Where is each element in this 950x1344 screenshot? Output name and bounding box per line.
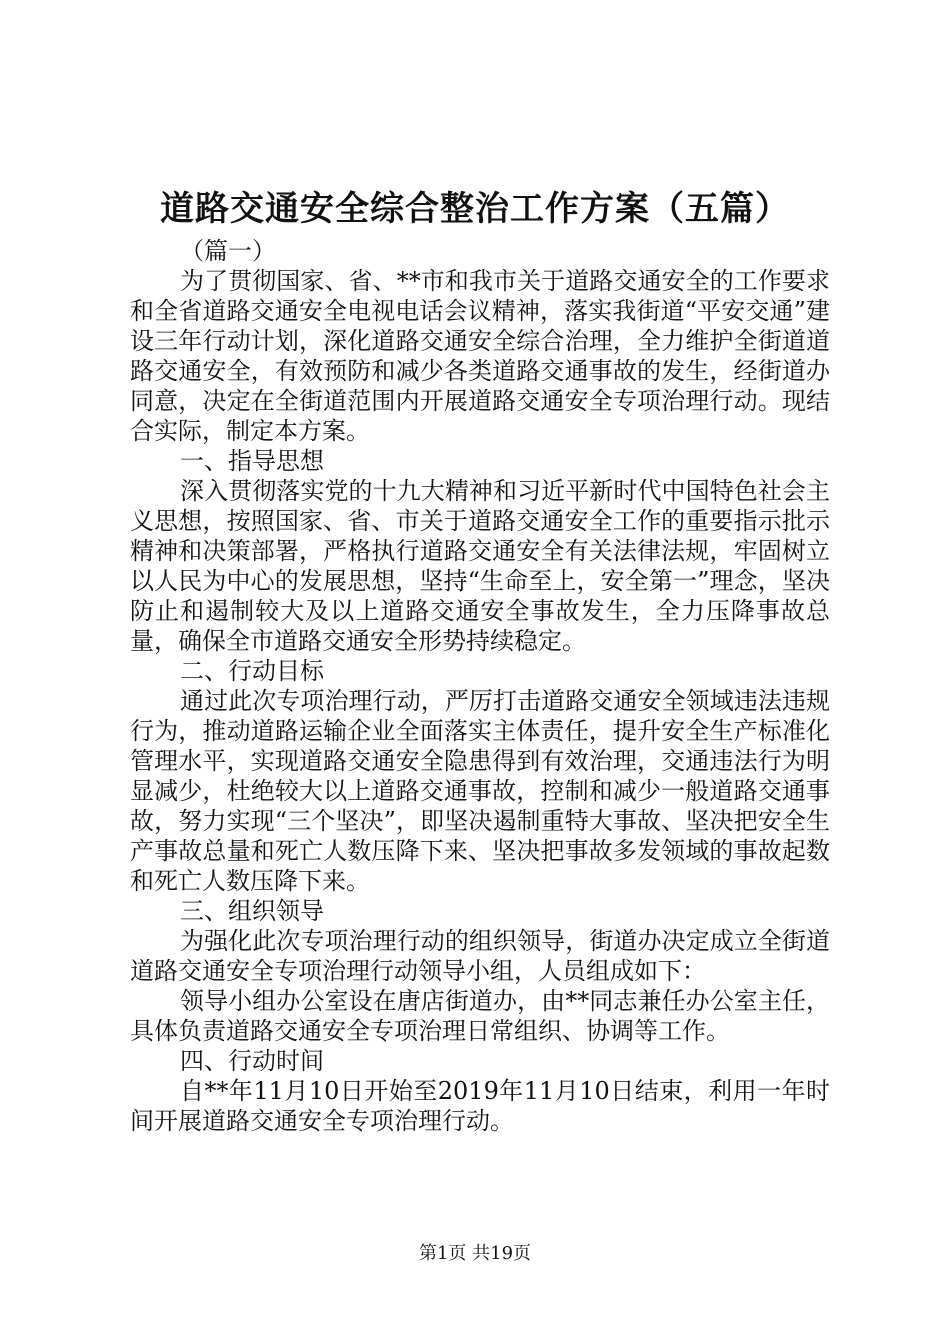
paragraph-office: 领导小组办公室设在唐店街道办，由**同志兼任办公室主任，具体负责道路交通安全专项治理日常组织、协调等工作。 <box>130 987 830 1045</box>
document-title: 道路交通安全综合整治工作方案（五篇） <box>160 189 790 229</box>
page-indicator: 第1页 共19页 <box>418 1243 532 1264</box>
document-body <box>130 236 830 1136</box>
section-heading-organization: 三、组织领导 <box>180 897 324 925</box>
intro-paragraph: 为了贯彻国家、省、**市和我市关于道路交通安全的工作要求和全省道路交通安全电视电话会议精神，落实我街道“平安交通”建设三年行动计划，深化道路交通安全综合治理，全力维护全街道道路交通安全，有效预防和减少各类道路交通事故的发生，经街道办同意，决定在全街道范围内开展道路交通安全专项治理行动。现结合实际，制定本方案。 <box>130 267 830 445</box>
paragraph-action-goals: 通过此次专项治理行动，严厉打击道路交通安全领域违法违规行为，推动道路运输企业全面落实主体责任，提升安全生产标准化管理水平，实现道路交通安全隐患得到有效治理，交通违法行为明显减少，杜绝较大以上道路交通事故，控制和减少一般道路交通事故，努力实现“三个坚决”，即坚决遏制重特大事故、坚决把安全生产事故总量和死亡人数压降下来、坚决把事故多发领域的事故起数和死亡人数压降下来。 <box>130 687 830 895</box>
part-label: （篇一） <box>180 237 276 265</box>
paragraph-guiding-ideology: 深入贯彻落实党的十九大精神和习近平新时代中国特色社会主义思想，按照国家、省、市关于道路交通安全工作的重要指示批示精神和决策部署，严格执行道路交通安全有关法律法规，牢固树立以人民为中心的发展思想，坚持“生命至上，安全第一”理念，坚决防止和遏制较大及以上道路交通安全事故发生，全力压降事故总量，确保全市道路交通安全形势持续稳定。 <box>130 477 830 655</box>
section-heading-action-time: 四、行动时间 <box>180 1047 324 1075</box>
section-heading-guiding-ideology: 一、指导思想 <box>180 447 324 475</box>
section-heading-action-goals: 二、行动目标 <box>180 657 324 685</box>
paragraph-action-time: 自**年11月10日开始至2019年11月10日结束，利用一年时间开展道路交通安全专项治理行动。 <box>130 1077 830 1135</box>
paragraph-organization: 为强化此次专项治理行动的组织领导，街道办决定成立全街道道路交通安全专项治理行动领导小组，人员组成如下： <box>130 927 830 985</box>
